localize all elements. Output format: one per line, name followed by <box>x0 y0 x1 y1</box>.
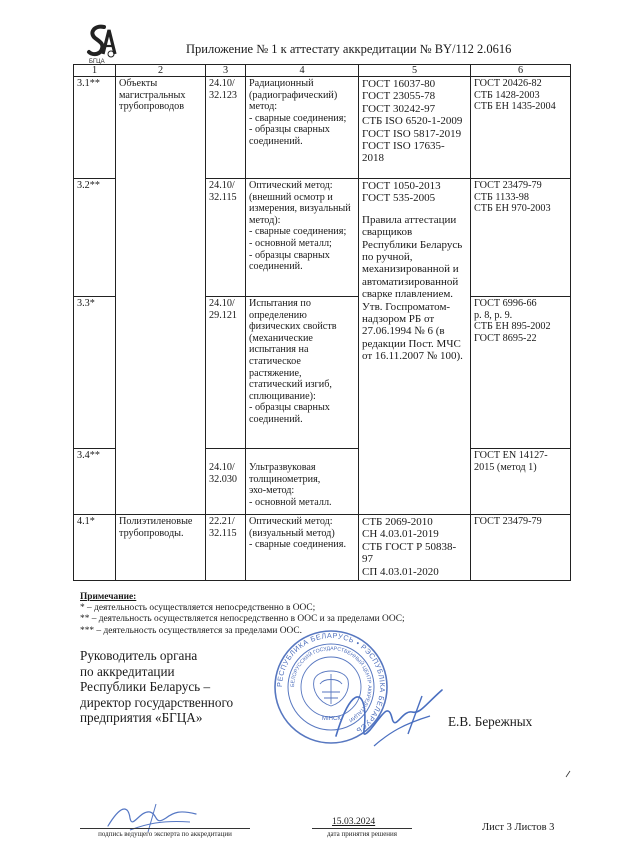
table-row <box>74 515 571 581</box>
logo-text: БГЦА <box>89 59 105 64</box>
code-cell: 24.10/ 29.121 <box>206 297 246 449</box>
pen-mark <box>565 770 571 778</box>
document-title: Приложение № 1 к аттестату аккредитации № BY/112 2.0616 <box>186 42 512 56</box>
column-header: 1 <box>74 65 116 77</box>
requirements-doc-cell: СТБ 2069-2010 СН 4.03.01-2019 СТБ ГОСТ Р 50838- 97 СП 4.03.01-2020 <box>359 515 471 581</box>
table-row <box>74 77 571 179</box>
row-number: 3.3* <box>74 297 116 449</box>
row-number: 3.1** <box>74 77 116 179</box>
method-cell: Испытания по определению физических свойств (механические испытания на статическое растяжение, статический изгиб, сплющивание): - образцы сварных соединений. <box>246 297 359 449</box>
signatory-position: Руководитель органа по аккредитации Республики Беларусь – директор государственного предприятия «БГЦА» <box>80 648 234 726</box>
code-cell: 22.21/ 32.115 <box>206 515 246 581</box>
method-cell: Ультразвуковая толщинометрия, эхо-метод: - основной металл. <box>246 449 359 515</box>
method-standard-cell: ГОСТ 20426-82 СТБ 1428-2003 СТБ ЕН 1435-2004 <box>471 77 571 179</box>
row-number: 4.1* <box>74 515 116 581</box>
column-header-row <box>74 65 571 77</box>
code-cell: 24.10/ 32.123 <box>206 77 246 179</box>
note-item: *** – деятельность осуществляется за пределами ООС. <box>80 625 302 636</box>
method-standard-cell: ГОСТ EN 14127- 2015 (метод 1) <box>471 449 571 515</box>
accreditation-scope-table <box>73 64 571 581</box>
row-number: 3.2** <box>74 179 116 297</box>
note-item: ** – деятельность осуществляется непосредственно в ООС и за пределами ООС; <box>80 614 405 625</box>
svg-text:МІНСК: МІНСК <box>322 716 341 722</box>
column-header: 5 <box>359 65 471 77</box>
bgca-logo <box>84 24 118 64</box>
note-item: * – деятельность осуществляется непосредственно в ООС; <box>80 603 316 614</box>
signature-line <box>80 828 250 829</box>
svg-text:БЕЛОРУССКИЙ ГОСУДАРСТВЕННЫЙ ЦЕ: БЕЛОРУССКИЙ ГОСУДАРСТВЕННЫЙ ЦЕНТР АККРЕДИТАЦИИ <box>289 645 373 723</box>
row-number: 3.4** <box>74 449 116 515</box>
decision-date: 15.03.2024 <box>332 816 376 827</box>
code-cell: 24.10/ 32.030 <box>206 449 246 515</box>
method-cell: Оптический метод: (внешний осмотр и измерения, визуальный метод): - сварные соединения; - основной металл; - образцы сварных соединений. <box>246 179 359 297</box>
object-cell: Объекты магистральных трубопроводов <box>116 77 206 515</box>
column-header: 6 <box>471 65 571 77</box>
method-cell: Радиационный (радиографический) метод: - сварные соединения; - образцы сварных соединений. <box>246 77 359 179</box>
notes-title: Примечание: <box>80 592 137 602</box>
column-header: 4 <box>246 65 359 77</box>
object-cell: Полиэтиленовые трубопроводы. <box>116 515 206 581</box>
signatory-name: Е.В. Бережных <box>448 714 533 729</box>
method-standard-cell: ГОСТ 23479-79 СТБ 1133-98 СТБ ЕН 970-2003 <box>471 179 571 297</box>
method-cell: Оптический метод: (визуальный метод) - сварные соединения. <box>246 515 359 581</box>
signature-caption: подпись ведущего эксперта по аккредитации <box>98 830 232 838</box>
column-header: 2 <box>116 65 206 77</box>
requirements-doc-cell: ГОСТ 16037-80 ГОСТ 23055-78 ГОСТ 30242-97 СТБ ISO 6520-1-2009 ГОСТ ISO 5817-2019 ГОСТ ISO 17635- 2018 <box>359 77 471 179</box>
date-line <box>312 828 412 829</box>
director-signature <box>330 676 448 752</box>
code-cell: 24.10/ 32.115 <box>206 179 246 297</box>
column-header: 3 <box>206 65 246 77</box>
date-caption: дата принятия решения <box>326 830 398 838</box>
page-counter: Лист 3 Листов 3 <box>482 822 555 833</box>
svg-text:РЕСПУБЛИКА БЕЛАРУСЬ • РЭСПУБЛІ: РЕСПУБЛИКА БЕЛАРУСЬ • РЭСПУБЛІКА БЕЛАРУСЬ <box>274 630 388 736</box>
requirements-doc-cell: ГОСТ 1050-2013 ГОСТ 535-2005 Правила аттестации сварщиков Республики Беларусь по ручной, механизированной и автоматизированной сварке плавлением. Утв. Госпроматом- надзором РБ от 27.06.1994 № 6 (в редакции Пост. МЧС от 16.11.2007 № 100). <box>359 179 471 515</box>
method-standard-cell: ГОСТ 6996-66 р. 8, р. 9. СТБ ЕН 895-2002 ГОСТ 8695-22 <box>471 297 571 449</box>
method-standard-cell: ГОСТ 23479-79 <box>471 515 571 581</box>
